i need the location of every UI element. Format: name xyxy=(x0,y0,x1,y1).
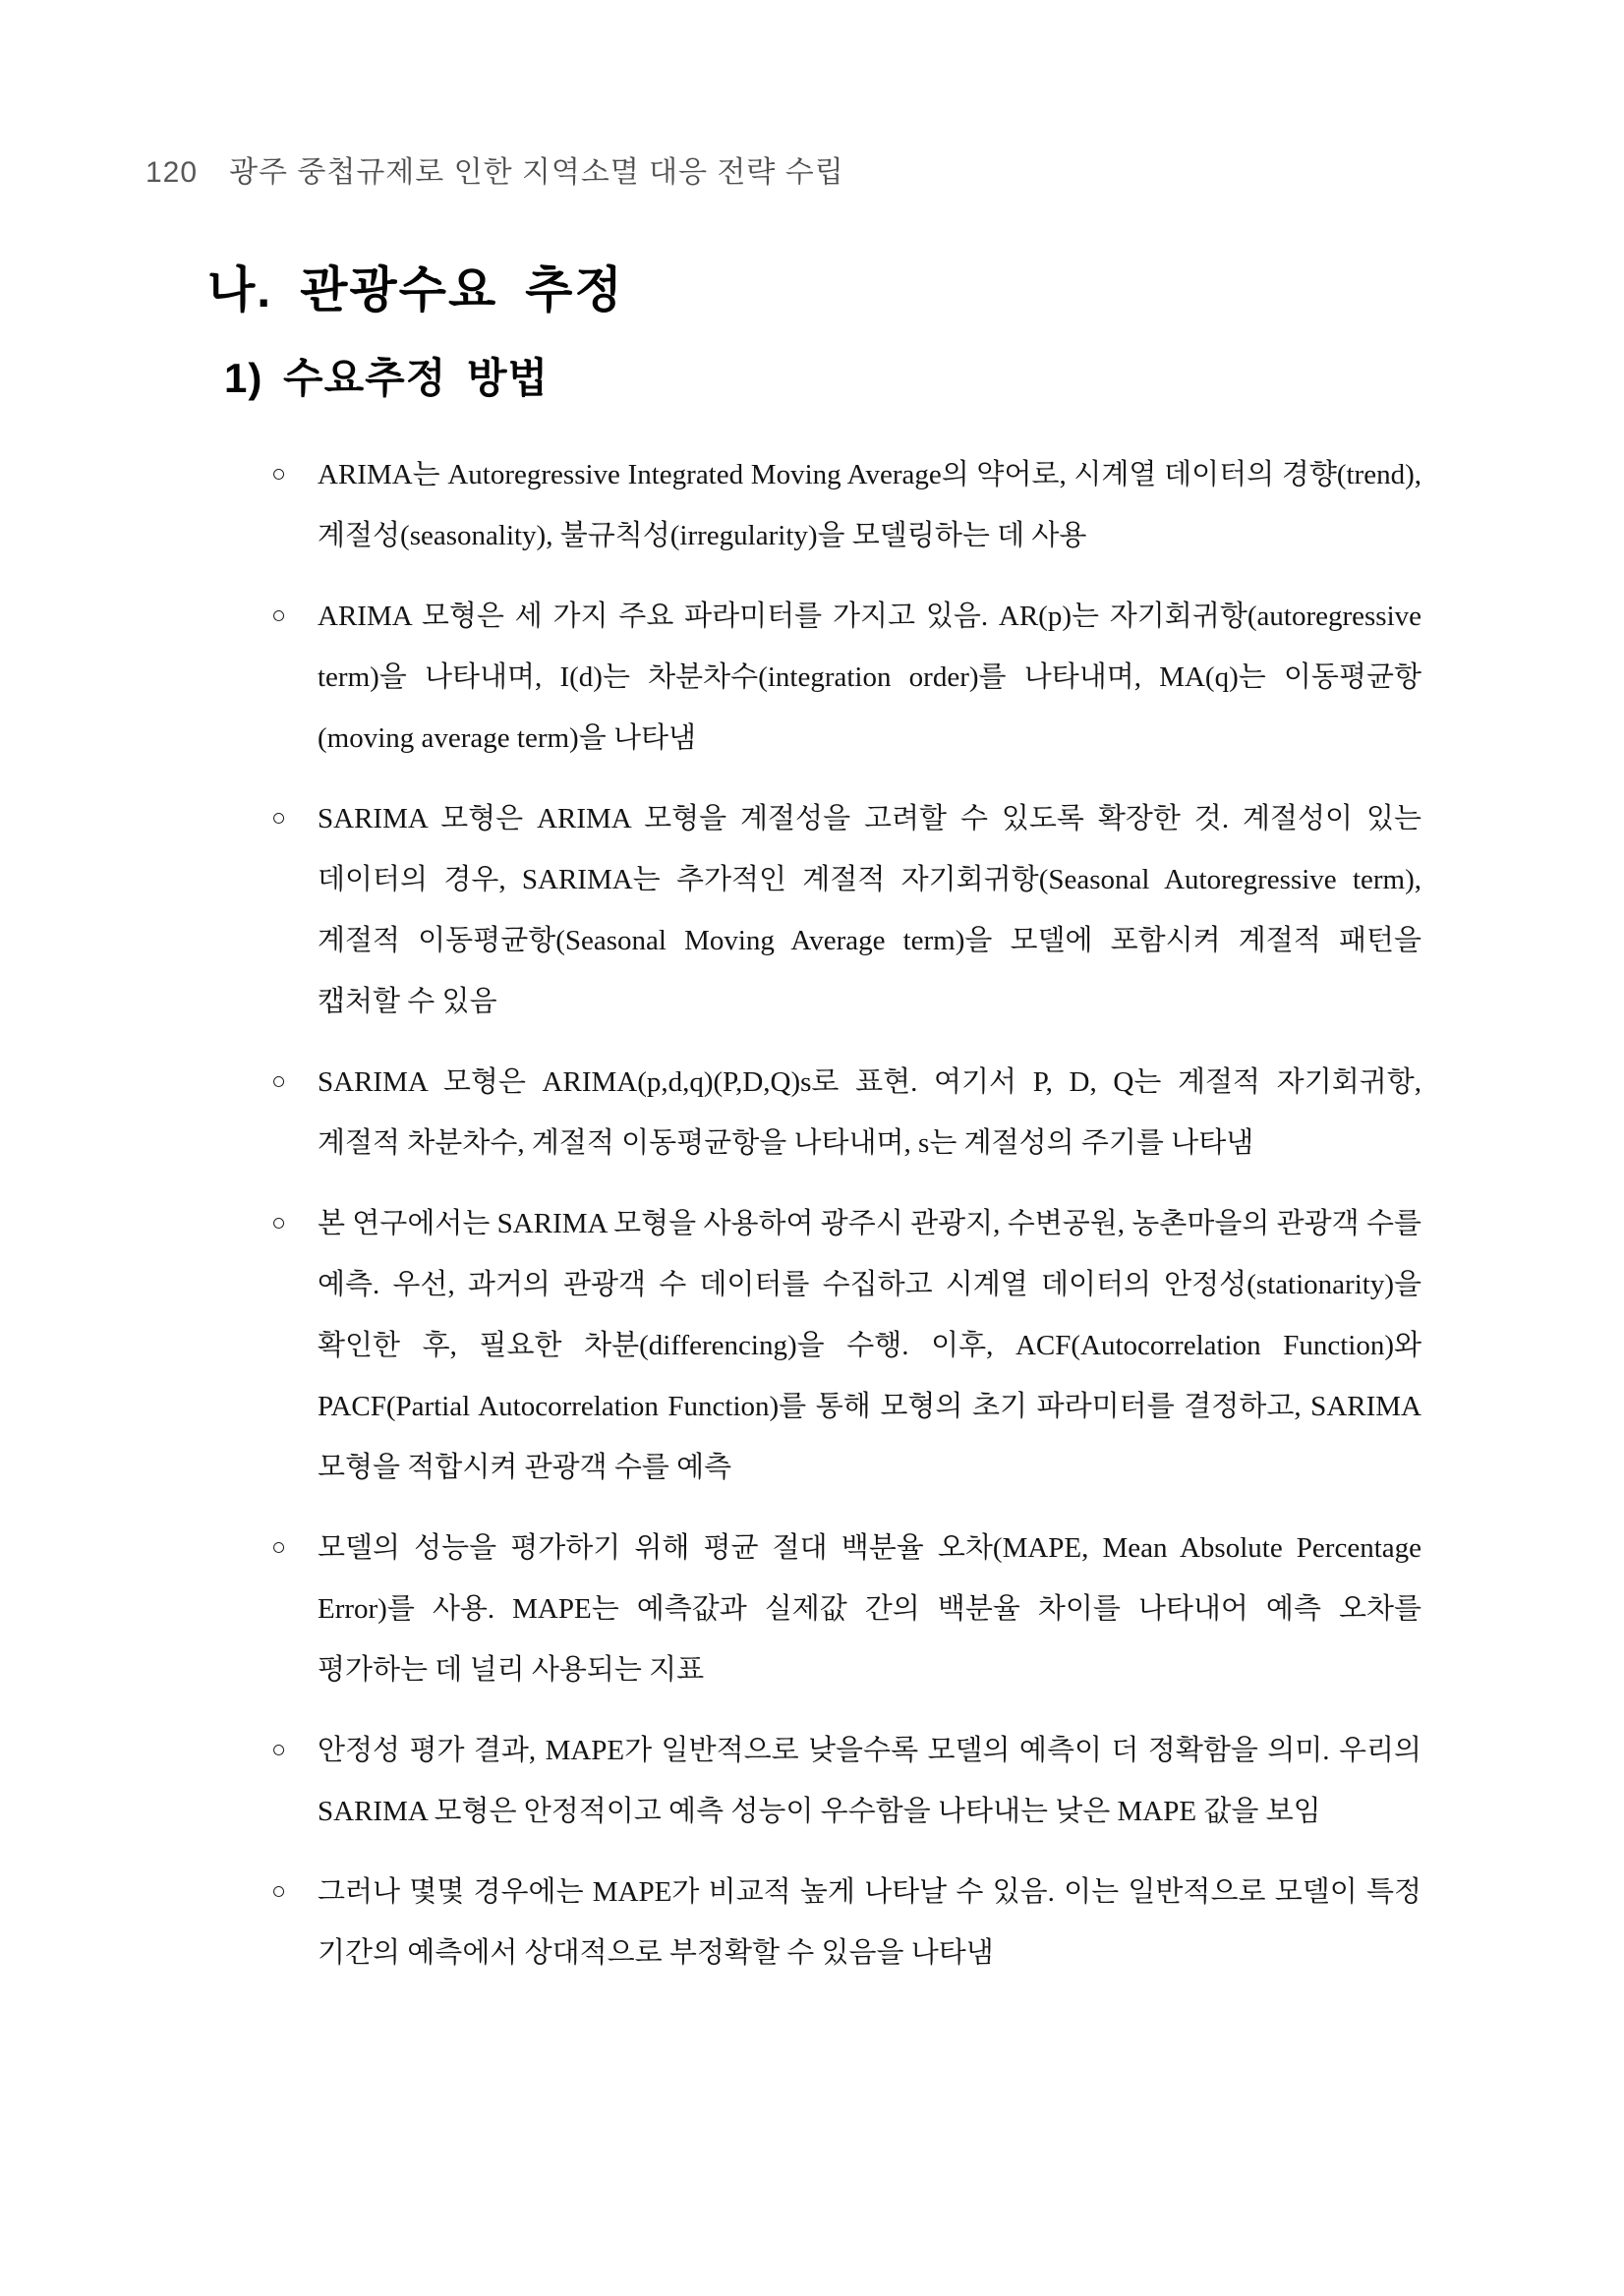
list-item xyxy=(271,1193,1421,1498)
bullet-circle-icon: ○ xyxy=(271,603,287,629)
document-title: 광주 중첩규제로 인한 지역소멸 대응 전략 수립 xyxy=(229,156,844,189)
bullet-text: SARIMA 모형은 ARIMA(p,d,q)(P,D,Q)s로 표현. 여기서 P, D, Q는 계절적 자기회귀항, 계절적 차분차수, 계절적 이동평균항을 나타내며, s는 계절성의 주기를 나타냄 xyxy=(318,1066,1421,1159)
running-header xyxy=(145,147,844,191)
bullet-circle-icon: ○ xyxy=(271,1737,287,1763)
list-item xyxy=(271,1720,1421,1842)
bullet-text: 안정성 평가 결과, MAPE가 일반적으로 낮을수록 모델의 예측이 더 정확함을 의미. 우리의 SARIMA 모형은 안정적이고 예측 성능이 우수함을 나타내는 낮은 MAPE 값을 보임 xyxy=(318,1735,1421,1827)
bullet-list xyxy=(271,444,1421,2003)
list-item xyxy=(271,1862,1421,1983)
subsection-heading: 1) 수요추정 방법 xyxy=(224,355,550,401)
bullet-circle-icon: ○ xyxy=(271,1878,287,1905)
bullet-text: SARIMA 모형은 ARIMA 모형을 계절성을 고려할 수 있도록 확장한 것. 계절성이 있는 데이터의 경우, SARIMA는 추가적인 계절적 자기회귀항(Seasonal Autoregressive term), 계절적 이동평균항(Seasonal Moving Average term)을 모델에 포함시켜 계절적 패턴을 캡처할 수 있음 xyxy=(318,803,1421,1017)
list-item xyxy=(271,586,1421,769)
list-item xyxy=(271,788,1421,1032)
bullet-text: 그러나 몇몇 경우에는 MAPE가 비교적 높게 나타날 수 있음. 이는 일반적으로 모델이 특정 기간의 예측에서 상대적으로 부정확할 수 있음을 나타냄 xyxy=(318,1876,1421,1969)
list-item xyxy=(271,444,1421,566)
bullet-text: ARIMA 모형은 세 가지 주요 파라미터를 가지고 있음. AR(p)는 자기회귀항(autoregressive term)을 나타내며, I(d)는 차분차수(integration order)를 나타내며, MA(q)는 이동평균항(moving average term)을 나타냄 xyxy=(318,601,1421,754)
bullet-circle-icon: ○ xyxy=(271,1534,287,1561)
section-heading: 나. 관광수요 추정 xyxy=(207,262,624,317)
page-number: 120 xyxy=(145,156,199,189)
bullet-circle-icon: ○ xyxy=(271,461,287,488)
bullet-circle-icon: ○ xyxy=(271,805,287,832)
bullet-text: ARIMA는 Autoregressive Integrated Moving Average의 약어로, 시계열 데이터의 경향(trend), 계절성(seasonality), 불규칙성(irregularity)을 모델링하는 데 사용 xyxy=(318,459,1421,551)
bullet-text: 모델의 성능을 평가하기 위해 평균 절대 백분율 오차(MAPE, Mean Absolute Percentage Error)를 사용. MAPE는 예측값과 실제값 간의 백분율 차이를 나타내어 예측 오차를 평가하는 데 널리 사용되는 지표 xyxy=(318,1532,1421,1686)
bullet-text: 본 연구에서는 SARIMA 모형을 사용하여 광주시 관광지, 수변공원, 농촌마을의 관광객 수를 예측. 우선, 과거의 관광객 수 데이터를 수집하고 시계열 데이터의 안정성(stationarity)을 확인한 후, 필요한 차분(differencing)을 수행. 이후, ACF(Autocorrelation Function)와 PACF(Partial Autocorrelation Function)를 통해 모형의 초기 파라미터를 결정하고, SARIMA 모형을 적합시켜 관광객 수를 예측 xyxy=(318,1208,1421,1483)
list-item xyxy=(271,1052,1421,1174)
list-item xyxy=(271,1518,1421,1700)
bullet-circle-icon: ○ xyxy=(271,1210,287,1236)
bullet-circle-icon: ○ xyxy=(271,1068,287,1095)
